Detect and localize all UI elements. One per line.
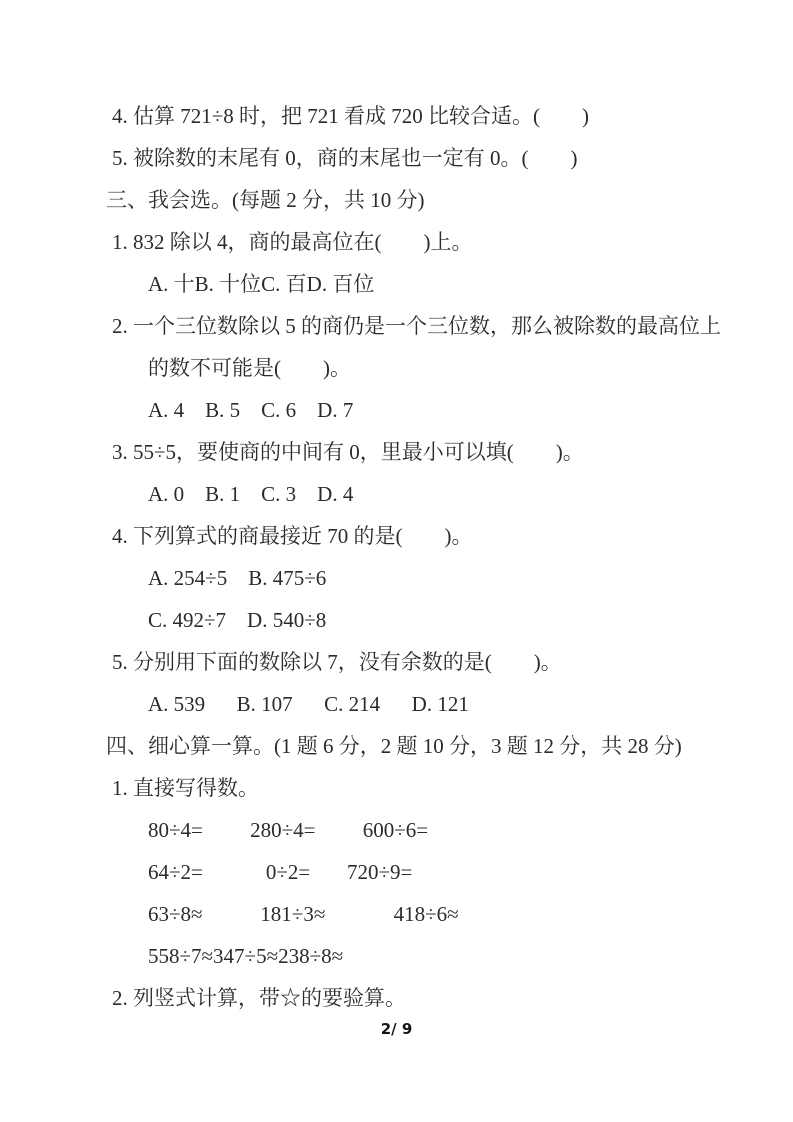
choice-q4-options-ab: A. 254÷5 B. 475÷6 xyxy=(148,566,327,590)
choice-q4-stem: 4. 下列算式的商最接近 70 的是( )。 xyxy=(112,524,473,548)
choice-q2-stem-line2: 的数不可能是( )。 xyxy=(148,356,351,380)
exam-body xyxy=(0,95,793,1019)
choice-q2-stem-line1: 2. 一个三位数除以 5 的商仍是一个三位数，那么被除数的最高位上 xyxy=(112,314,721,338)
calc-q1-stem: 1. 直接写得数。 xyxy=(112,776,259,800)
calc-q1-row-4: 558÷7≈347÷5≈238÷8≈ xyxy=(148,944,344,968)
calc-q1-row-2: 64÷2= 0÷2= 720÷9= xyxy=(148,860,413,884)
calc-q2-stem: 2. 列竖式计算，带☆的要验算。 xyxy=(112,986,406,1010)
choice-q3-options: A. 0 B. 1 C. 3 D. 4 xyxy=(148,482,354,506)
page-number: 2/ 9 xyxy=(380,1020,413,1038)
judge-item-5: 5. 被除数的末尾有 0，商的末尾也一定有 0。( ) xyxy=(112,146,578,170)
calc-q1-row-1: 80÷4= 280÷4= 600÷6= xyxy=(148,818,429,842)
choice-q1-options: A. 十B. 十位C. 百D. 百位 xyxy=(148,272,375,296)
calc-q1-row-3: 63÷8≈ 181÷3≈ 418÷6≈ xyxy=(148,902,459,926)
judge-item-4: 4. 估算 721÷8 时，把 721 看成 720 比较合适。( ) xyxy=(112,104,590,128)
choice-q1-stem: 1. 832 除以 4，商的最高位在( )上。 xyxy=(112,230,473,254)
choice-q5-options: A. 539 B. 107 C. 214 D. 121 xyxy=(148,692,469,716)
choice-q4-options-cd: C. 492÷7 D. 540÷8 xyxy=(148,608,327,632)
choice-section-title: 三、我会选。(每题 2 分，共 10 分) xyxy=(106,188,425,212)
calc-section-title: 四、细心算一算。(1 题 6 分，2 题 10 分，3 题 12 分，共 28 分) xyxy=(106,734,682,758)
choice-q3-stem: 3. 55÷5，要使商的中间有 0，里最小可以填( )。 xyxy=(112,440,584,464)
choice-q5-stem: 5. 分别用下面的数除以 7，没有余数的是( )。 xyxy=(112,650,562,674)
choice-q2-options: A. 4 B. 5 C. 6 D. 7 xyxy=(148,398,354,422)
